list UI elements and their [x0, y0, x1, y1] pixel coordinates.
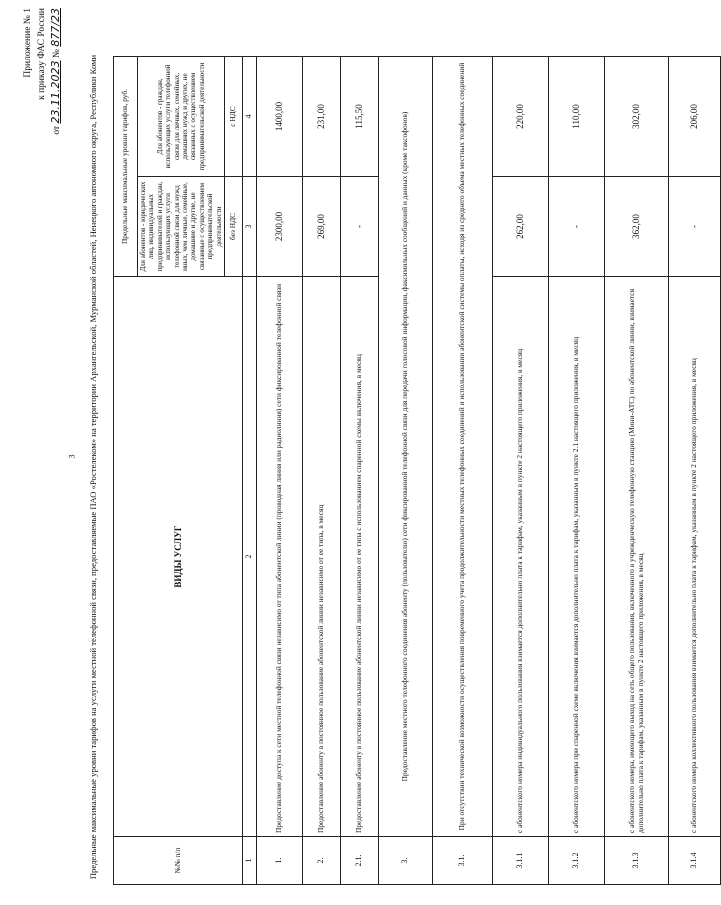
table-row	[257, 57, 303, 885]
page-number: 3	[67, 454, 77, 459]
row-service: с абонентского номера при спаренной схеме включения взимается дополнительно плата к тарифам, указанным в пункте 2.1 настоящего приложения, в месяц	[549, 277, 605, 837]
document-title: Предельные максимальные уровни тарифов на услуги местной телефонной связи, предоставляемые ПАО «Ростелеком» на территории Архангельской, Мурманской областей, Ненецкого автономного округа, Республики Коми	[88, 54, 98, 880]
col4-tax: с НДС	[225, 57, 243, 177]
col4-header: Для абонентов - граждан, использующих услуги телефонной связи для личных, семейных, домашних нужд и других, не связанных с осуществлением предпринимательской деятельности	[138, 57, 225, 177]
index-cell-1: 1	[243, 837, 257, 885]
index-cell-4: 4	[243, 57, 257, 177]
row-value-no-vat: 262,00	[493, 177, 549, 277]
row-value-with-vat: 1400,00	[257, 57, 303, 177]
row-service: с абонентского номера коллективного пользования взимается дополнительно плата к тарифам, указанным в пункте 2 настоящего приложения, в месяц	[669, 277, 721, 837]
tariff-table	[113, 56, 721, 885]
table-row	[433, 57, 493, 885]
row-value-no-vat: -	[549, 177, 605, 277]
tariff-group-header: Предельные максимальные уровни тарифов, руб.	[114, 57, 138, 277]
row-number: 3.1.2	[549, 837, 605, 885]
row-number: 3.1.4	[669, 837, 721, 885]
annex-date: 23.11.2023	[49, 60, 62, 124]
table-row	[605, 57, 669, 885]
row-number: 2.	[303, 837, 341, 885]
row-value-with-vat: 220,00	[493, 57, 549, 177]
row-value-with-vat: 231,00	[303, 57, 341, 177]
row-service: с абонентского номера индивидуального пользования взимается дополнительно плата к тарифам, указанным в пункте 2 настоящего приложения, в месяц	[493, 277, 549, 837]
row-service-span: Предоставление местного телефонного соединения абоненту (пользователю) сети фиксированной телефонной связи для передачи голосовой информации, факсимильных сообщений и данных (кроме таксофонов)	[379, 57, 433, 837]
row-value-no-vat: -	[669, 177, 721, 277]
row-number: 3.1.3	[605, 837, 669, 885]
annex-number-prefix: №	[52, 49, 62, 59]
row-value-with-vat: 206,00	[669, 57, 721, 177]
index-cell-3: 3	[243, 177, 257, 277]
row-number: 2.1.	[341, 837, 379, 885]
row-value-no-vat: 2300,00	[257, 177, 303, 277]
row-number: 1.	[257, 837, 303, 885]
annex-line-1: Приложение № 1	[23, 8, 33, 78]
col-services-header: ВИДЫ УСЛУГ	[114, 277, 243, 837]
index-cell-2: 2	[243, 277, 257, 837]
table-row	[549, 57, 605, 885]
row-value-no-vat: 269,00	[303, 177, 341, 277]
annex-line-3	[50, 8, 63, 135]
table-row	[341, 57, 379, 885]
table-row	[669, 57, 721, 885]
row-service: Предоставление абоненту в постоянное пользование абонентской линии независимо от ее типа, в месяц	[303, 277, 341, 837]
row-number: 3.	[379, 837, 433, 885]
row-number: 3.1.	[433, 837, 493, 885]
col3-header: Для абонентов - юридических лиц, индивидуальных предпринимателей и граждан, использующих услуги телефонной связи для нужд иных, чем личные, семейные, домашние и другие, не связанные с осуществлением предпринимательской деятельности	[138, 177, 225, 277]
row-service-span: При отсутствии технической возможности осуществления повременного учета продолжительности местных телефонных соединений и использовании абонентской системы оплаты, исходя из среднего объема местных телефонных соединений	[433, 57, 493, 837]
row-value-no-vat: -	[341, 177, 379, 277]
annex-number: 877/23	[49, 8, 62, 47]
row-service: Предоставление доступа к сети местной телефонной связи независимо от типа абонентской линии (проводная линия или радиолиния) сети фиксированной телефонной связи	[257, 277, 303, 837]
row-service: с абонентского номера, имеющего выход на сеть общего пользования, включенного в учрежденческую телефонную станцию (Мини-АТС) по абонентской линии, взимается дополнительно плата к тарифам, указанным в пункте 2 настоящего приложения, в месяц	[605, 277, 669, 837]
table-row	[303, 57, 341, 885]
table-row	[379, 57, 433, 885]
col3-tax: без НДС	[225, 177, 243, 277]
row-value-with-vat: 110,00	[549, 57, 605, 177]
table-row	[493, 57, 549, 885]
annex-date-prefix: от	[52, 125, 62, 135]
row-value-with-vat: 115,50	[341, 57, 379, 177]
row-value-no-vat: 362,00	[605, 177, 669, 277]
row-value-with-vat: 302,00	[605, 57, 669, 177]
row-service: Предоставление абоненту в постоянное пользование абонентской линии независимо от ее типа с использованием спаренной схемы включения, в месяц	[341, 277, 379, 837]
annex-line-2: к приказу ФАС России	[37, 8, 47, 100]
row-number: 3.1.1	[493, 837, 549, 885]
col-num-header: №№ п/п	[114, 837, 243, 885]
